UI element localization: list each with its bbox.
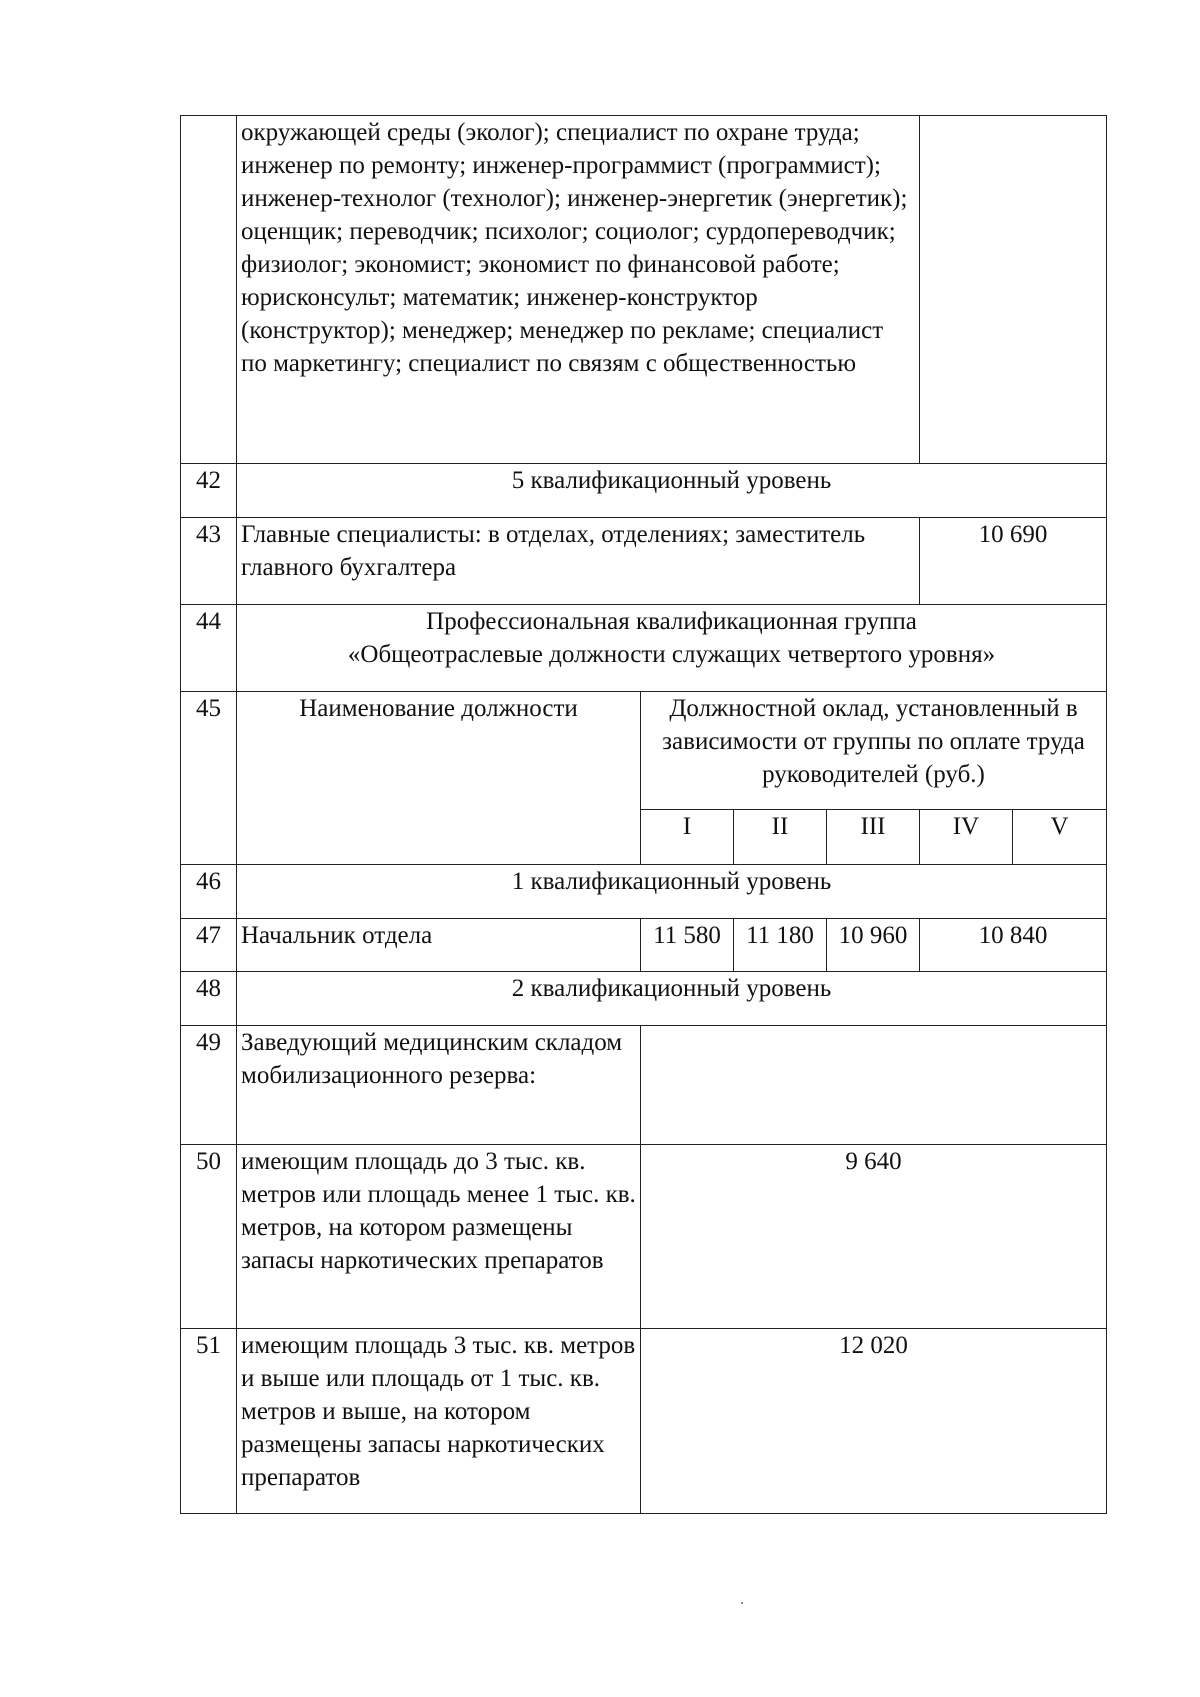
group-header-4: IV <box>920 810 1013 865</box>
salary-value: 12 020 <box>641 1329 1107 1514</box>
salary-value-cell <box>920 116 1107 464</box>
table-row <box>181 919 1107 972</box>
salary-table <box>180 115 1107 1514</box>
salary-group-3: 10 960 <box>827 919 920 972</box>
table-row <box>181 464 1107 518</box>
qualification-level-heading: 2 квалификационный уровень <box>237 972 1107 1026</box>
table-row <box>181 518 1107 605</box>
position-name: Начальник отдела <box>237 919 641 972</box>
group-heading-line-1: Профессиональная квалификационная группа <box>426 608 917 635</box>
column-header-salary: Должностной оклад, установленный в зависимости от группы по оплате труда руководителей (руб.) <box>641 692 1107 810</box>
table-row <box>181 972 1107 1026</box>
row-number <box>181 116 237 464</box>
table-row <box>181 1145 1107 1329</box>
column-header-position: Наименование должности <box>237 692 641 865</box>
table-row <box>181 1329 1107 1514</box>
salary-group-4-5: 10 840 <box>920 919 1107 972</box>
row-number: 49 <box>181 1026 237 1145</box>
table-row <box>181 605 1107 692</box>
position-list-text: окружающей среды (эколог); специалист по охране труда; инженер по ремонту; инженер-программист (программист); инженер-технолог (технолог); инженер-энергетик (энергетик); оценщик; переводчик; психолог; социолог; сурдопереводчик; физиолог; экономист; экономист по финансовой работе; юрисконсульт; математик; инженер-конструктор (конструктор); менеджер; менеджер по рекламе; специалист по маркетингу; специалист по связям с общественностью <box>237 116 920 464</box>
row-number: 44 <box>181 605 237 692</box>
row-number: 46 <box>181 865 237 919</box>
qualification-level-heading: 1 квалификационный уровень <box>237 865 1107 919</box>
salary-value: 9 640 <box>641 1145 1107 1329</box>
group-header-2: II <box>734 810 827 865</box>
group-header-5: V <box>1013 810 1107 865</box>
row-number: 51 <box>181 1329 237 1514</box>
professional-group-heading <box>237 605 1107 692</box>
row-number: 47 <box>181 919 237 972</box>
salary-value-cell <box>641 1026 1107 1145</box>
group-header-1: I <box>641 810 734 865</box>
position-name: Главные специалисты: в отделах, отделениях; заместитель главного бухгалтера <box>237 518 920 605</box>
scan-speck <box>741 1602 743 1604</box>
salary-group-2: 11 180 <box>734 919 827 972</box>
group-header-3: III <box>827 810 920 865</box>
group-heading-line-2: «Общеотраслевые должности служащих четвертого уровня» <box>347 641 996 668</box>
table-row <box>181 116 1107 464</box>
salary-value: 10 690 <box>920 518 1107 605</box>
position-name: имеющим площадь 3 тыс. кв. метров и выше или площадь от 1 тыс. кв. метров и выше, на котором размещены запасы наркотических препаратов <box>237 1329 641 1514</box>
row-number: 43 <box>181 518 237 605</box>
qualification-level-heading: 5 квалификационный уровень <box>237 464 1107 518</box>
row-number: 45 <box>181 692 237 865</box>
position-name: Заведующий медицинским складом мобилизационного резерва: <box>237 1026 641 1145</box>
table-row <box>181 865 1107 919</box>
table-header-row <box>181 692 1107 810</box>
row-number: 48 <box>181 972 237 1026</box>
row-number: 50 <box>181 1145 237 1329</box>
position-name: имеющим площадь до 3 тыс. кв. метров или площадь менее 1 тыс. кв. метров, на котором размещены запасы наркотических препаратов <box>237 1145 641 1329</box>
row-number: 42 <box>181 464 237 518</box>
salary-group-1: 11 580 <box>641 919 734 972</box>
table-row <box>181 1026 1107 1145</box>
